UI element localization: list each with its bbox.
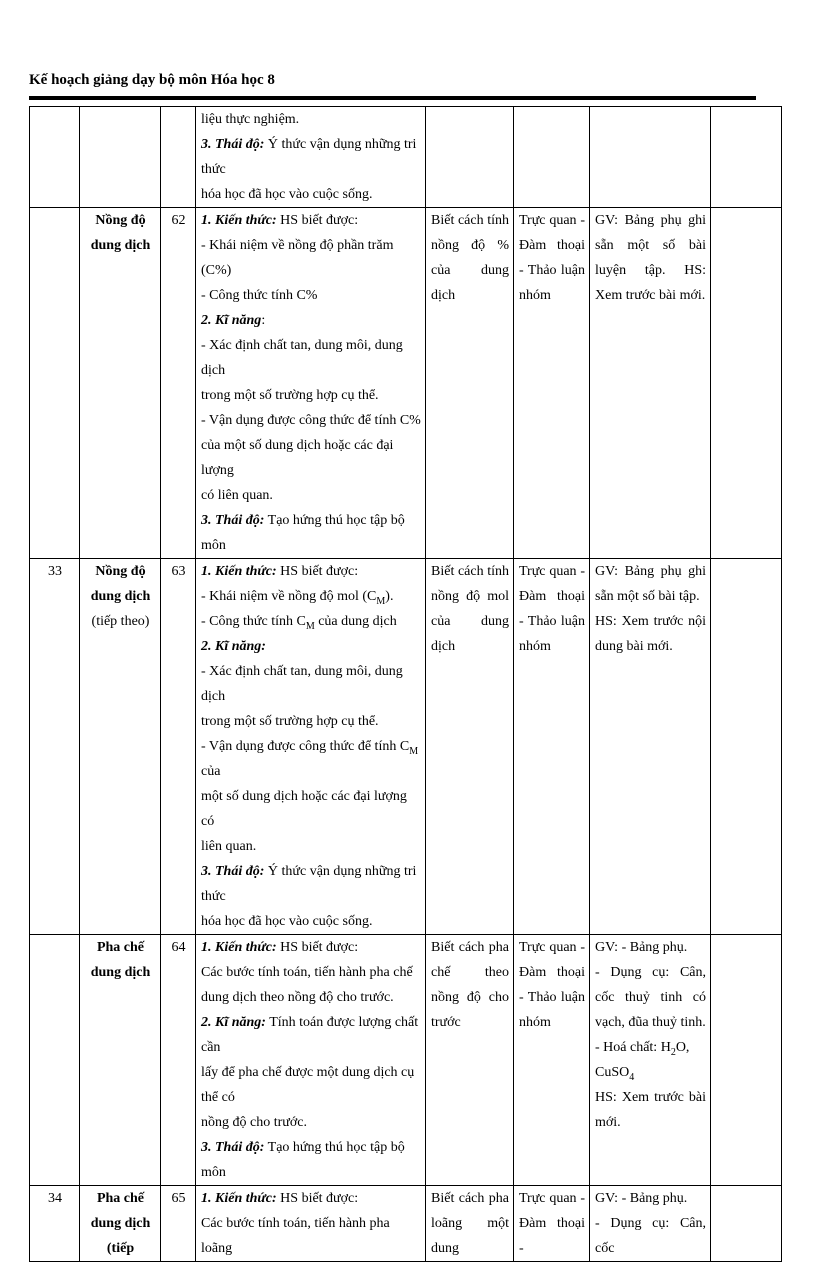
notes-cell bbox=[711, 559, 782, 935]
objective-text: Ý thức vận dụng những tri thức bbox=[201, 864, 417, 904]
objective-line: trong một số trường hợp cụ thể. bbox=[201, 714, 379, 729]
objectives-cell bbox=[196, 107, 426, 208]
preparation-cell bbox=[590, 1186, 711, 1262]
objective-line bbox=[201, 1186, 421, 1211]
lesson-title-cell: Nồng độ dung dịch bbox=[80, 208, 161, 559]
objective-line: một số dung dịch hoặc các đại lượng có bbox=[201, 789, 407, 829]
objective-text: HS biết được: bbox=[276, 1191, 359, 1206]
objective-line bbox=[201, 208, 421, 233]
objective-label: 1. Kiến thức: bbox=[201, 213, 277, 228]
objective-text: HS biết được: bbox=[276, 564, 359, 579]
objective-label: 3. Thái độ: bbox=[201, 864, 265, 879]
preparation-line: HS: Xem trước bài mới. bbox=[595, 1090, 706, 1130]
method-cell: Trực quan - Đàm thoại - bbox=[514, 1186, 590, 1262]
page-title: Kế hoạch giảng dạy bộ môn Hóa học 8 bbox=[29, 72, 275, 88]
preparation-text: - Hoá chất: H bbox=[595, 1040, 671, 1055]
preparation-cell: GV: Bảng phụ ghi sẵn một số bài luyện tập. HS: Xem trước bài mới. bbox=[590, 208, 711, 559]
week-cell bbox=[30, 107, 80, 208]
objective-text: HS biết được: bbox=[276, 213, 359, 228]
period-cell: 63 bbox=[161, 559, 196, 935]
preparation-text: O, bbox=[675, 1040, 690, 1055]
subscript: 4 bbox=[629, 1071, 635, 1083]
objective-line bbox=[201, 859, 421, 909]
period-cell: 65 bbox=[161, 1186, 196, 1262]
objective-label: 1. Kiến thức: bbox=[201, 564, 277, 579]
objective-line: nồng độ cho trước. bbox=[201, 1115, 307, 1130]
lesson-plan-table bbox=[29, 106, 782, 1262]
lesson-title-cell: Pha chế dung dịch (tiếp bbox=[80, 1186, 161, 1262]
period-cell bbox=[161, 107, 196, 208]
objective-line bbox=[201, 308, 421, 333]
objective-label: 3. Thái độ: bbox=[201, 137, 265, 152]
lesson-title: Nồng độ dung dịch bbox=[90, 564, 151, 604]
objective-text: Tạo hứng thú học tập bộ môn bbox=[201, 513, 405, 553]
objective-line bbox=[201, 609, 421, 634]
preparation-cell bbox=[590, 559, 711, 935]
objective-label: 2. Kĩ năng bbox=[201, 313, 262, 328]
preparation-line bbox=[595, 1060, 706, 1085]
objective-line bbox=[201, 132, 421, 182]
objective-line: liệu thực nghiệm. bbox=[201, 112, 300, 127]
objective-label: 1. Kiến thức: bbox=[201, 1191, 277, 1206]
objectives-cell bbox=[196, 208, 426, 559]
objective-text: Tính toán được lượng chất cần bbox=[201, 1015, 419, 1055]
objective-line: dung dịch theo nồng độ cho trước. bbox=[201, 990, 394, 1005]
objective-text: - Vận dụng được công thức để tính C bbox=[201, 739, 410, 754]
focus-cell: Biết cách pha chế theo nồng độ cho trước bbox=[426, 935, 514, 1186]
objective-line: Các bước tính toán, tiến hành pha loãng bbox=[201, 1216, 390, 1256]
table-row bbox=[30, 208, 782, 559]
objectives-cell bbox=[196, 935, 426, 1186]
method-cell: Trực quan - Đàm thoại - Thảo luận nhóm bbox=[514, 208, 590, 559]
table-row bbox=[30, 107, 782, 208]
objective-text: - Khái niệm về nồng độ mol (C bbox=[201, 589, 377, 604]
objective-line: Các bước tính toán, tiến hành pha chế bbox=[201, 965, 413, 980]
subscript: 2 bbox=[670, 1046, 676, 1058]
objective-label: 1. Kiến thức: bbox=[201, 940, 277, 955]
objective-line: - Công thức tính C% bbox=[201, 288, 318, 303]
objective-line: - Xác định chất tan, dung môi, dung dịch bbox=[201, 338, 403, 378]
focus-cell: Biết cách tính nồng độ % của dung dịch bbox=[426, 208, 514, 559]
objective-line: có liên quan. bbox=[201, 488, 273, 503]
focus-cell: Biết cách pha loãng một dung bbox=[426, 1186, 514, 1262]
objective-text: Ý thức vận dụng những tri thức bbox=[201, 137, 417, 177]
method-cell bbox=[514, 107, 590, 208]
objective-text: của dung dịch bbox=[314, 614, 397, 629]
objective-line bbox=[201, 1010, 421, 1060]
lesson-title-cell bbox=[80, 107, 161, 208]
objective-line bbox=[201, 935, 421, 960]
preparation-cell bbox=[590, 107, 711, 208]
preparation-line: GV: - Bảng phụ. bbox=[595, 1191, 688, 1206]
subscript: M bbox=[409, 745, 419, 757]
notes-cell bbox=[711, 107, 782, 208]
preparation-line: GV: Bảng phụ ghi sẵn một số bài tập. bbox=[595, 564, 706, 604]
table-row bbox=[30, 1186, 782, 1262]
week-cell: 34 bbox=[30, 1186, 80, 1262]
objective-line: lấy để pha chế được một dung dịch cụ thể có bbox=[201, 1065, 415, 1105]
objective-text: HS biết được: bbox=[276, 940, 359, 955]
objective-line bbox=[201, 734, 421, 784]
preparation-line bbox=[595, 1035, 706, 1060]
week-cell bbox=[30, 935, 80, 1186]
objective-text: - Công thức tính C bbox=[201, 614, 306, 629]
table-row bbox=[30, 559, 782, 935]
objective-text: của bbox=[201, 764, 221, 779]
objective-label: 2. Kĩ năng: bbox=[201, 1015, 266, 1030]
objectives-cell bbox=[196, 1186, 426, 1262]
objective-text: Tạo hứng thú học tập bộ môn bbox=[201, 1140, 405, 1180]
notes-cell bbox=[711, 1186, 782, 1262]
objective-label: 2. Kĩ năng: bbox=[201, 639, 266, 654]
lesson-subtitle: (tiếp theo) bbox=[91, 614, 150, 629]
objective-line: của một số dung dịch hoặc các đại lượng bbox=[201, 438, 394, 478]
objective-line: - Xác định chất tan, dung môi, dung dịch bbox=[201, 664, 403, 704]
table-row bbox=[30, 935, 782, 1186]
focus-cell bbox=[426, 107, 514, 208]
subscript: M bbox=[376, 595, 386, 607]
notes-cell bbox=[711, 208, 782, 559]
header-rule bbox=[29, 96, 756, 100]
objective-line: - Khái niệm về nồng độ phần trăm (C%) bbox=[201, 238, 394, 278]
objective-line bbox=[201, 1135, 421, 1185]
objectives-cell bbox=[196, 559, 426, 935]
focus-cell: Biết cách tính nồng độ mol của dung dịch bbox=[426, 559, 514, 935]
preparation-line: - Dụng cụ: Cân, cốc thuỷ tinh có vạch, đũa thuỷ tinh. bbox=[595, 965, 706, 1030]
period-cell: 62 bbox=[161, 208, 196, 559]
objective-label: 3. Thái độ: bbox=[201, 513, 265, 528]
subscript: M bbox=[305, 620, 315, 632]
week-cell: 33 bbox=[30, 559, 80, 935]
period-cell: 64 bbox=[161, 935, 196, 1186]
notes-cell bbox=[711, 935, 782, 1186]
preparation-cell bbox=[590, 935, 711, 1186]
preparation-line: GV: - Bảng phụ. bbox=[595, 940, 688, 955]
objective-line bbox=[201, 584, 421, 609]
objective-line: - Vận dụng được công thức để tính C% bbox=[201, 413, 421, 428]
week-cell bbox=[30, 208, 80, 559]
objective-line bbox=[201, 508, 421, 558]
method-cell: Trực quan - Đàm thoại - Thảo luận nhóm bbox=[514, 559, 590, 935]
objective-line: hóa học đã học vào cuộc sống. bbox=[201, 914, 373, 929]
objective-label: 3. Thái độ: bbox=[201, 1140, 265, 1155]
objective-text: : bbox=[261, 313, 266, 328]
lesson-title-cell: Pha chế dung dịch bbox=[80, 935, 161, 1186]
objective-line: liên quan. bbox=[201, 839, 257, 854]
objective-text: ). bbox=[385, 589, 394, 604]
preparation-line: HS: Xem trước nội dung bài mới. bbox=[595, 614, 706, 654]
method-cell: Trực quan - Đàm thoại - Thảo luận nhóm bbox=[514, 935, 590, 1186]
objective-line: trong một số trường hợp cụ thể. bbox=[201, 388, 379, 403]
objective-line: hóa học đã học vào cuộc sống. bbox=[201, 187, 373, 202]
preparation-line: - Dụng cụ: Cân, cốc bbox=[595, 1216, 706, 1256]
objective-line bbox=[201, 559, 421, 584]
lesson-title-cell bbox=[80, 559, 161, 935]
preparation-text: CuSO bbox=[595, 1065, 630, 1080]
